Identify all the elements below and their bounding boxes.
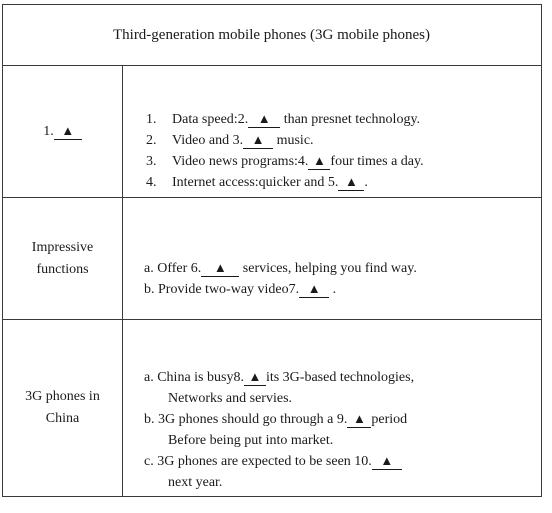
item-text-before: Video and 3. xyxy=(172,133,244,148)
item-text-before: a. Offer 6. xyxy=(144,261,202,276)
table-border-bottom xyxy=(2,496,542,497)
item-text-after: than presnet technology. xyxy=(280,112,421,127)
list-number: 3. xyxy=(146,154,157,169)
answer-blank-5[interactable] xyxy=(338,174,364,191)
row2-label-line1: Impressive xyxy=(31,239,94,255)
answer-blank-1[interactable] xyxy=(54,123,82,140)
list-number: 4. xyxy=(146,175,157,190)
item-text-before: c. 3G phones are expected to be seen 10. xyxy=(144,454,372,469)
row1-label xyxy=(3,66,122,197)
row1-label-number: 1. xyxy=(43,123,54,139)
item-text-after: four times a day. xyxy=(330,154,424,169)
table-title-text: Third-generation mobile phones (3G mobile phones) xyxy=(112,27,430,43)
item-text: next year. xyxy=(168,475,223,490)
item-text-before: a. China is busy8. xyxy=(144,370,244,385)
triangle-icon: ▲ xyxy=(213,260,227,275)
triangle-icon: ▲ xyxy=(344,174,358,189)
answer-blank-10[interactable] xyxy=(372,453,402,470)
item-text-after: services, helping you find way. xyxy=(239,261,417,276)
item-text: Networks and servies. xyxy=(168,391,293,406)
triangle-icon: ▲ xyxy=(251,132,265,147)
item-text-before: b. Provide two-way video7. xyxy=(144,282,300,297)
triangle-icon: ▲ xyxy=(257,111,271,126)
triangle-icon: ▲ xyxy=(352,411,366,426)
row2-label-line2: functions xyxy=(36,261,89,277)
table-border-right xyxy=(541,4,542,497)
list-number: 2. xyxy=(146,133,157,148)
answer-blank-9[interactable] xyxy=(347,411,371,428)
item-text-before: Internet access:quicker and 5. xyxy=(172,175,339,190)
row3-item-c-continuation xyxy=(154,453,222,513)
row3-label xyxy=(3,320,122,496)
column-divider xyxy=(122,65,123,497)
triangle-icon: ▲ xyxy=(380,453,394,468)
triangle-icon: ▲ xyxy=(248,369,262,384)
item-text: Before being put into market. xyxy=(168,433,334,448)
list-number: 1. xyxy=(146,112,157,127)
row3-label-line2: China xyxy=(45,411,80,426)
table-title xyxy=(2,5,541,65)
triangle-icon: ▲ xyxy=(312,153,326,168)
triangle-icon: ▲ xyxy=(61,123,75,138)
answer-blank-7[interactable] xyxy=(299,281,329,298)
item-text-after: . xyxy=(364,175,368,190)
row3-label-line1: 3G phones in xyxy=(25,389,100,404)
row2-item-b xyxy=(130,260,336,320)
item-text-before: Data speed:2. xyxy=(172,112,249,127)
item-text-after: its 3G-based technologies, xyxy=(265,370,415,385)
row2-label xyxy=(3,198,122,319)
row1-item-4 xyxy=(132,153,368,213)
triangle-icon: ▲ xyxy=(307,281,321,296)
item-text-before: b. 3G phones should go through a 9. xyxy=(144,412,348,427)
item-text-after: period xyxy=(371,412,408,427)
item-text-after: . xyxy=(329,282,337,297)
item-text-after: music. xyxy=(273,133,314,148)
item-text-before: Video news programs:4. xyxy=(172,154,309,169)
